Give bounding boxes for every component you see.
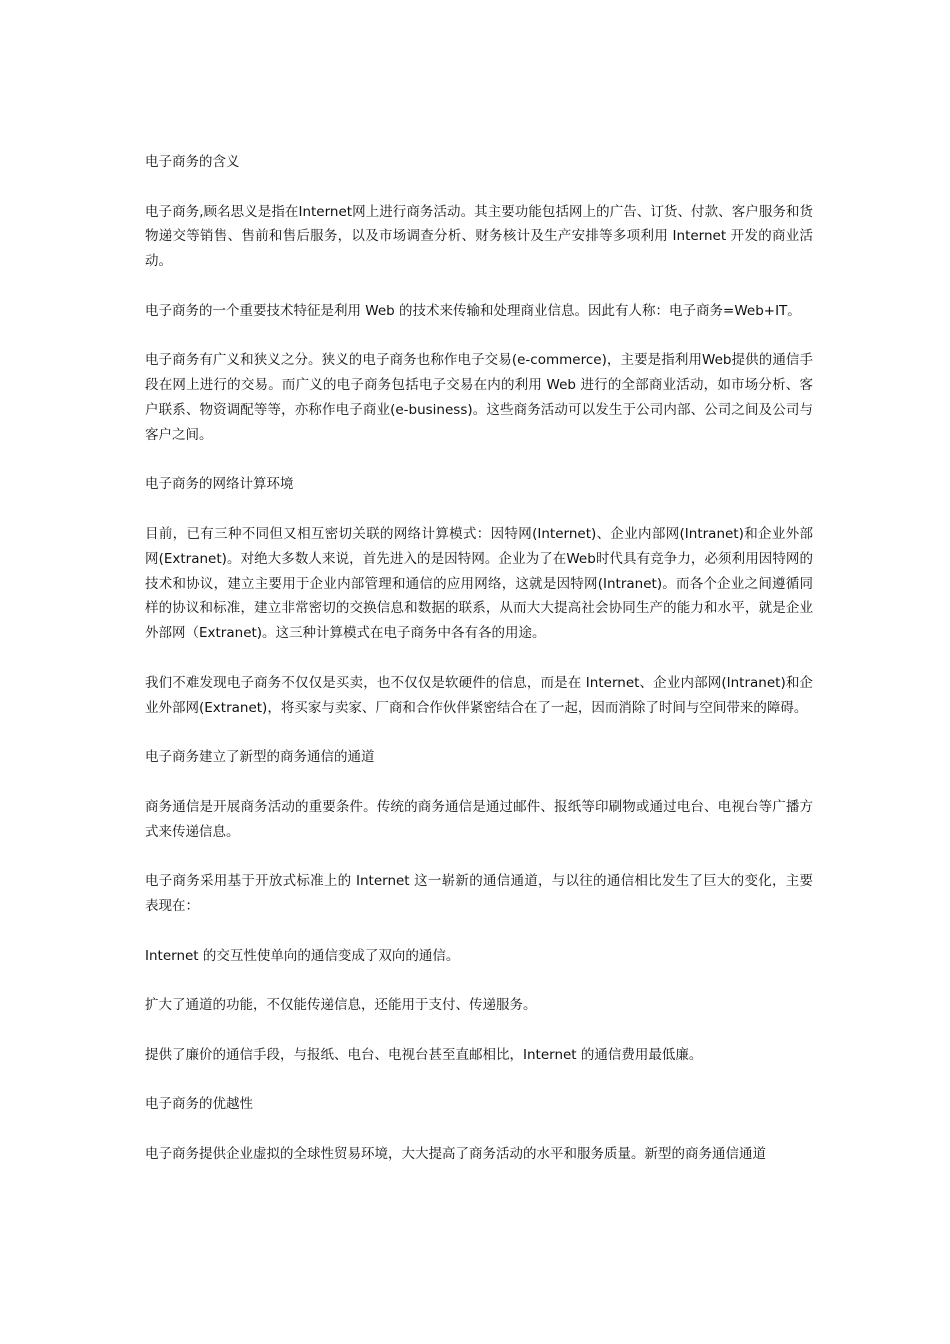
section-heading: 电子商务建立了新型的商务通信的通道 [145,749,375,766]
paragraph: 扩大了通道的功能，不仅能传递信息，还能用于支付、传递服务。 [145,997,537,1014]
section-heading: 电子商务的网络计算环境 [145,476,294,493]
spacer [145,497,813,522]
spacer [145,720,813,745]
paragraph: 我们不难发现电子商务不仅仅是买卖，也不仅仅是软硬件的信息，而是在 Internet、企业内部网(Intranet)和企业外部网(Extranet)，将买家与卖家、厂商和合作伙伴紧密结合在了一起，因而消除了时间与空间带来的障碍。 [145,674,813,716]
paragraph: 提供了廉价的通信手段，与报纸、电台、电视台甚至直邮相比，Internet 的通信费用最低廉。 [145,1046,703,1063]
paragraph: 电子商务采用基于开放式标准上的 Internet 这一崭新的通信通道，与以往的通信相比发生了巨大的变化，主要表现在： [145,873,813,914]
section-heading: 电子商务的含义 [145,154,240,170]
section-advantages [145,1092,813,1166]
document-page [145,150,813,1167]
paragraph: 目前，已有三种不同但又相互密切关联的网络计算模式：因特网(Internet)、企业内部网(Intranet)和企业外部网(Extranet)。对绝大多数人来说，首先进入的是因特网。企业为了在Web时代具有竞争力，必须利用因特网的技术和协议，建立主要用于企业内部管理和通信的应用网络，这就是因特网(Intranet)。而各个企业之间遵循同样的协议和标准，建立非常密切的交换信息和数据的联系，从而大大提高社会协同生产的能力和水平，就是企业外部网（Extranet)。这三种计算模式在电子商务中各有各的用途。 [145,525,813,642]
spacer [145,770,813,795]
spacer [145,1067,813,1092]
paragraph: 电子商务提供企业虚拟的全球性贸易环境，大大提高了商务活动的水平和服务质量。新型的商务通信通道 [145,1145,766,1162]
spacer [145,968,813,993]
spacer [145,844,813,869]
section-network-environment [145,472,813,745]
spacer [145,1117,813,1142]
spacer [145,274,813,299]
spacer [145,448,813,473]
paragraph: 商务通信是开展商务活动的重要条件。传统的商务通信是通过邮件、报纸等印刷物或通过电台、电视台等广播方式来传递信息。 [145,798,813,840]
section-heading: 电子商务的优越性 [145,1096,253,1113]
spacer [145,175,813,200]
paragraph: 电子商务有广义和狭义之分。狭义的电子商务也称作电子交易(e-commerce)，主要是指利用Web提供的通信手段在网上进行的交易。而广义的电子商务包括电子交易在内的利用 Web 进行的全部商业活动，如市场分析、客户联系、物资调配等等，亦称作电子商业(e-business)。这些商务活动可以发生于公司内部、公司之间及公司与客户之间。 [145,352,813,443]
paragraph: 电子商务,顾名思义是指在Internet网上进行商务活动。其主要功能包括网上的广告、订货、付款、客户服务和货物递交等销售、售前和售后服务，以及市场调查分析、财务核计及生产安排等多项利用 Internet 开发的商业活动。 [145,203,813,270]
section-meaning [145,150,813,472]
spacer [145,646,813,671]
spacer [145,324,813,349]
paragraph: Internet 的交互性使单向的通信变成了双向的通信。 [145,947,460,964]
spacer [145,1018,813,1043]
section-communication-channel [145,745,813,1092]
spacer [145,919,813,944]
paragraph: 电子商务的一个重要技术特征是利用 Web 的技术来传输和处理商业信息。因此有人称：电子商务=Web+IT。 [145,302,801,319]
